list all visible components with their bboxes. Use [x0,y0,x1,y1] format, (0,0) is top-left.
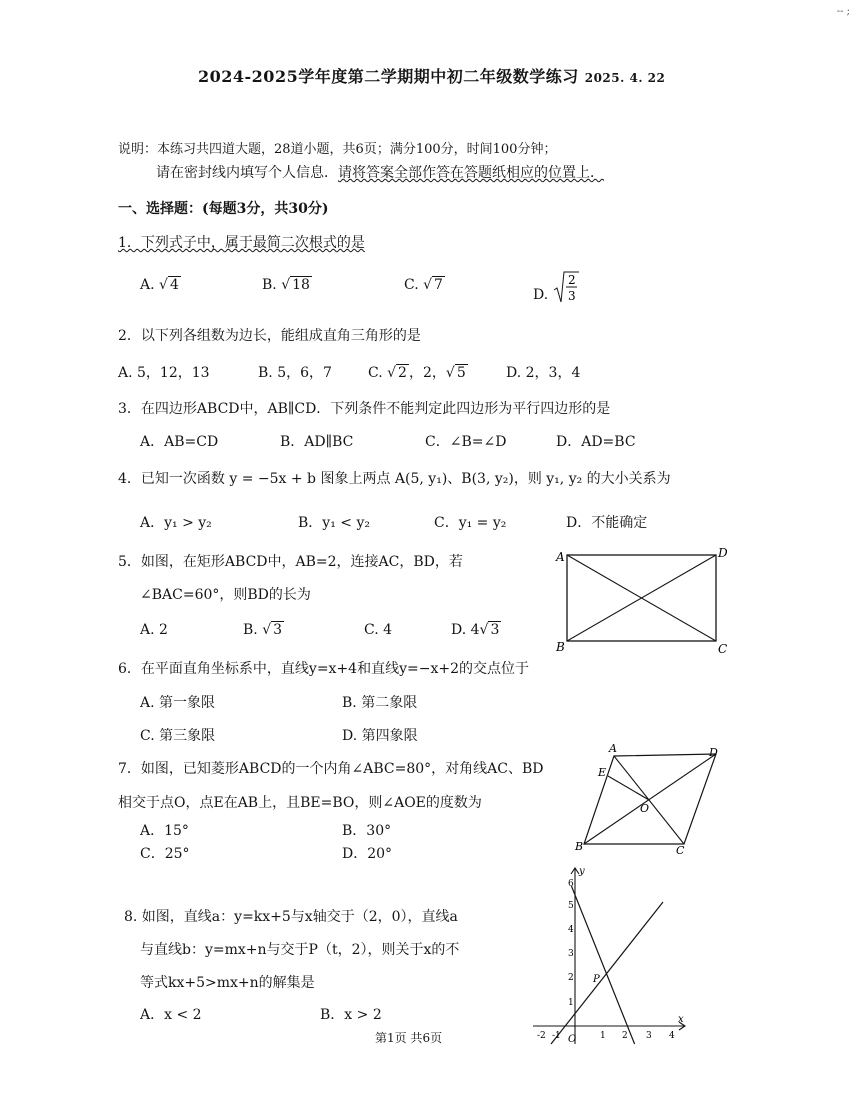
q5-line2: ∠BAC=60°，则BD的长为 [140,587,311,603]
q2-option-c: C. √ 2 ，2，√ 5 [368,365,466,381]
q8-line3: 等式kx+5>mx+n的解集是 [140,975,315,991]
q2-option-b: B. 5，6，7 [258,365,332,381]
q2-c-radicand-1: 2 [398,365,407,381]
q1-option-b: B. √ 18 [262,277,310,293]
graph-y-axis-label: y [579,866,585,877]
q3-option-d: D．AD=BC [556,434,636,450]
rectangle-figure [550,545,740,657]
rhombus-label-e: E [598,766,607,779]
q3-option-a: A．AB=CD [140,434,219,450]
q6-option-b: B. 第二象限 [342,695,418,711]
q1-b-label: B. [262,277,277,293]
q4-option-a: A．y₁ > y₂ [140,515,212,531]
q6-stem: 6．在平面直角坐标系中，直线y=x+4和直线y=−x+2的交点位于 [118,661,529,677]
instructions-line2-b: 请将答案全部作答在答题纸相应的位置上． [338,165,604,181]
q7-option-d: D．20° [342,846,393,862]
graph-x-axis-label: x [678,1014,684,1025]
graph-x-tick-4: 4 [669,1031,675,1041]
q7-option-b: B．30° [342,823,392,839]
q1-option-c: C. √ 7 [404,277,443,293]
q4-option-d: D．不能确定 [566,515,648,531]
page-title [198,64,665,87]
q6-option-c: C. 第三象限 [140,728,216,744]
graph-origin-label: O [568,1034,577,1045]
rect-label-b: B [556,640,565,654]
q8-line1: 8. 如图，直线a：y=kx+5与x轴交于（2，0），直线a [124,909,458,925]
q7-option-c: C．25° [140,846,190,862]
q5-b-radicand: 3 [273,622,283,638]
q3-stem: 3．在四边形ABCD中，AB∥CD．下列条件不能判定此四边形为平行四边形的是 [118,401,611,417]
coordinate-graph [525,862,695,1052]
q5-option-a: A. 2 [140,622,168,638]
q1-stem: 1．下列式子中，属于最简二次根式的是 [118,235,365,251]
rhombus-label-a: A [609,742,617,755]
q2-option-a: A. 5，12，13 [118,365,210,381]
rhombus-label-b: B [575,840,584,853]
graph-x-tick-neg1: -1 [552,1031,561,1041]
graph-point-p-label: P [593,974,600,985]
q5-option-c: C. 4 [364,622,393,638]
q6-option-d: D. 第四象限 [342,728,418,744]
q1-d-numerator: 2 [567,273,576,287]
q1-d-label: D. [533,287,549,303]
rect-label-a: A [556,550,565,564]
graph-y-tick-4: 4 [568,925,574,935]
page-footer: 第1页 共6页 [375,1031,443,1045]
instructions-line2-a: 请在密封线内填写个人信息． [156,165,338,181]
q5-option-d: D. 4√ 3 [451,622,500,638]
q5-option-b: B. √ 3 [243,622,283,638]
q1-b-radicand: 18 [292,277,310,293]
graph-y-tick-2: 2 [568,973,574,983]
q1-c-label: C. [404,277,419,293]
title-main: 2024-2025学年度第二学期期中初二年级数学练习 [198,67,579,86]
instructions-line2 [156,162,604,182]
section1-heading: 一、选择题：(每题3分，共30分) [118,201,329,217]
q2-c-label: C. [368,365,383,381]
q5-d-label: D. 4 [451,622,480,638]
q5-b-label: B. [243,622,258,638]
q1-option-a: A. √ 4 [140,277,179,293]
q2-stem: 2．以下列各组数为边长，能组成直角三角形的是 [118,328,421,344]
q4-option-b: B．y₁ < y₂ [298,515,370,531]
rhombus-figure [570,738,730,860]
q7-line1: 7．如图，已知菱形ABCD的一个内角∠ABC=80°，对角线AC、BD [118,761,544,777]
graph-y-tick-3: 3 [568,949,574,959]
title-date: 2025. 4. 22 [584,71,666,85]
corner-mark: -- ; [836,6,850,17]
q7-option-a: A．15° [140,823,189,839]
q8-option-b: B．x > 2 [320,1007,382,1023]
graph-x-tick-2: 2 [622,1031,628,1041]
graph-y-tick-1: 1 [568,998,574,1008]
q1-a-radicand: 4 [169,277,179,293]
q1-c-radicand: 7 [434,277,443,293]
graph-x-tick-neg2: -2 [537,1031,546,1041]
rhombus-label-c: C [676,844,685,857]
q3-option-b: B．AD∥BC [280,434,354,450]
q6-option-a: A. 第一象限 [140,695,216,711]
q8-option-a: A．x < 2 [140,1007,202,1023]
q8-line2: 与直线b：y=mx+n与交于P（t，2），则关于x的不 [140,942,460,958]
graph-x-tick-1: 1 [600,1031,606,1041]
q7-line2: 相交于点O，点E在AB上，且BE=BO，则∠AOE的度数为 [118,795,482,811]
q2-c-middle: ，2， [408,365,446,381]
q3-option-c: C．∠B=∠D [425,434,507,450]
graph-y-tick-6: 6 [568,879,574,889]
rhombus-label-d: D [709,746,718,759]
q2-c-radicand-2: 5 [456,365,466,381]
q2-option-d: D. 2，3，4 [506,365,581,381]
q5-line1: 5．如图，在矩形ABCD中，AB=2，连接AC，BD，若 [118,554,463,570]
q4-stem: 4．已知一次函数 y = −5x + b 图象上两点 A(5, y₁)、B(3, y₂)，则 y₁, y₂ 的大小关系为 [118,471,671,487]
instructions-line1: 说明：本练习共四道大题，28道小题，共6页；满分100分，时间100分钟； [118,142,557,157]
q1-d-fraction-radical [553,270,579,304]
q1-a-label: A. [140,277,155,293]
q4-option-c: C．y₁ = y₂ [434,515,507,531]
rect-label-d: D [718,546,728,560]
rect-label-c: C [718,642,728,656]
q5-d-radicand: 3 [490,622,500,638]
q1-option-d [533,270,579,304]
graph-y-tick-5: 5 [568,901,574,911]
graph-x-tick-3: 3 [646,1031,652,1041]
rhombus-label-o: O [640,802,650,815]
q1-d-denominator: 3 [567,289,576,303]
